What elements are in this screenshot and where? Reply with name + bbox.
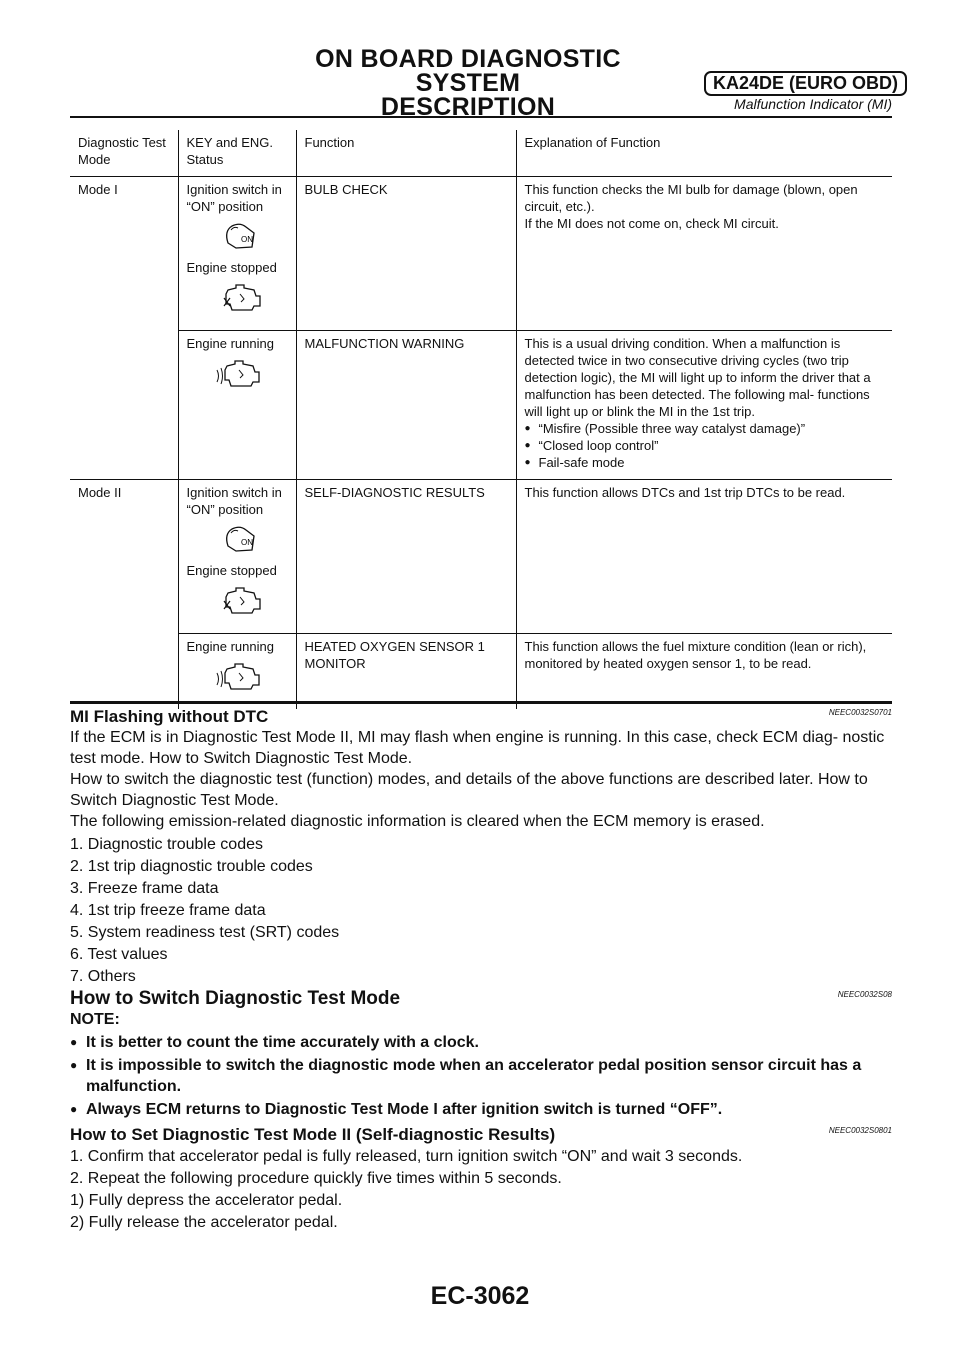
engine-stopped-icon <box>187 579 290 625</box>
list-item: 1. Diagnostic trouble codes <box>70 836 263 853</box>
paragraph: How to switch the diagnostic test (function) modes, and details of the above functions are described later. How to Switch Diagnostic Test Mode. <box>70 771 868 809</box>
list-item: 5. System readiness test (SRT) codes <box>70 924 340 941</box>
note-label: NOTE: <box>70 1011 120 1028</box>
section-ref: NEEC0032S08 <box>837 990 892 999</box>
header-rule <box>70 116 892 118</box>
key-status-cell <box>178 634 296 710</box>
explanation-line: If the MI does not come on, check MI circuit. <box>524 216 779 231</box>
section-mi-flashing <box>70 706 892 988</box>
section-title-text: MI Flashing without DTC <box>70 707 269 726</box>
svg-text:ON: ON <box>240 235 253 244</box>
table-bottom-rule <box>70 701 892 704</box>
explanation-cell <box>516 331 892 480</box>
explanation-cell <box>516 177 892 331</box>
explanation-cell: This function allows DTCs and 1st trip DTCs to be read. <box>516 480 892 634</box>
header-title-line2: DESCRIPTION <box>380 93 556 121</box>
engine-running-icon <box>187 655 290 701</box>
header-title-line1: ON BOARD DIAGNOSTIC SYSTEM <box>315 45 621 97</box>
table-row <box>70 634 892 710</box>
subsection-title-text: How to Set Diagnostic Test Mode II (Self-diagnostic Results) <box>70 1125 556 1144</box>
page-number: EC-3062 <box>430 1282 530 1310</box>
table-row <box>70 331 892 480</box>
function-cell: HEATED OXYGEN SENSOR 1 MONITOR <box>296 634 516 710</box>
section-switch-mode <box>70 988 892 1234</box>
paragraph: The following emission-related diagnostic information is cleared when the ECM memory is erased. <box>70 813 765 830</box>
engine-running-icon <box>187 352 290 398</box>
mode-cell-empty <box>70 634 178 710</box>
list-item: 6. Test values <box>70 946 168 963</box>
list-item: 7. Others <box>70 968 136 985</box>
svg-text:ON: ON <box>240 538 253 547</box>
explanation-line: This function checks the MI bulb for damage (blown, open circuit, etc.). <box>524 182 858 214</box>
table-row <box>70 177 892 331</box>
explanation-text: This is a usual driving condition. When a malfunction is detected twice in two consecutive driving cycles (two trip detection logic), the MI will light up to inform the driver that a malfunction has been detected. The following mal- functions will light up or blink the MI in the 1st trip. <box>524 336 871 419</box>
diagnostic-mode-table <box>70 130 892 709</box>
mode-cell: Mode I <box>70 177 178 331</box>
header-subtitle: Malfunction Indicator (MI) <box>734 96 892 112</box>
list-item: 4. 1st trip freeze frame data <box>70 902 266 919</box>
header-title <box>268 47 668 119</box>
section-title <box>70 706 892 727</box>
explanation-cell: This function allows the fuel mixture condition (lean or rich), monitored by heated oxygen sensor 1, to be read. <box>516 634 892 710</box>
mode-cell-empty <box>70 331 178 480</box>
table-header-row <box>70 130 892 177</box>
list-item: ● Fail-safe mode <box>525 454 887 471</box>
section-title <box>70 988 892 1009</box>
step-item: 1) Fully depress the accelerator pedal. <box>70 1192 343 1209</box>
list-item: ● “Closed loop control” <box>525 437 887 454</box>
step-item: 2. Repeat the following procedure quickly five times within 5 seconds. <box>70 1170 562 1187</box>
mode-cell: Mode II <box>70 480 178 634</box>
engine-stopped-text: Engine stopped <box>186 260 277 275</box>
engine-stopped-text: Engine stopped <box>186 563 277 578</box>
step-item: 1. Confirm that accelerator pedal is fully released, turn ignition switch “ON” and wait 3 seconds. <box>70 1148 743 1165</box>
engine-badge: KA24DE (EURO OBD) <box>704 71 907 96</box>
section-ref: NEEC0032S0701 <box>828 708 892 717</box>
ignition-key-icon <box>187 215 290 259</box>
note-item: ● Always ECM returns to Diagnostic Test Mode I after ignition switch is turned “OFF”. <box>70 1099 892 1120</box>
key-status-cell <box>178 331 296 480</box>
note-item: ● It is better to count the time accurately with a clock. <box>70 1032 892 1053</box>
paragraph: If the ECM is in Diagnostic Test Mode II, MI may flash when engine is running. In this case, check ECM diag- nostic test mode. How to Switch Diagnostic Test Mode. <box>70 729 885 767</box>
list-item: 2. 1st trip diagnostic trouble codes <box>70 858 313 875</box>
list-item: 3. Freeze frame data <box>70 880 219 897</box>
bullet-list <box>525 420 887 471</box>
header-cell-function: Function <box>296 130 516 177</box>
header-cell-key: KEY and ENG. Status <box>178 130 296 177</box>
function-cell: MALFUNCTION WARNING <box>296 331 516 480</box>
engine-running-text: Engine running <box>186 336 274 351</box>
engine-running-text: Engine running <box>186 639 274 654</box>
header-cell-mode: Diagnostic Test Mode <box>78 135 166 167</box>
function-cell: SELF-DIAGNOSTIC RESULTS <box>296 480 516 634</box>
ignition-key-icon <box>187 518 290 562</box>
function-cell: BULB CHECK <box>296 177 516 331</box>
subsection-title <box>70 1124 892 1145</box>
engine-stopped-icon <box>187 276 290 322</box>
subsection-ref: NEEC0032S0801 <box>828 1126 892 1135</box>
section-title-text: How to Switch Diagnostic Test Mode <box>70 988 401 1009</box>
note-item: ● It is impossible to switch the diagnostic mode when an accelerator pedal position sensor circuit has a malfunction. <box>70 1055 892 1097</box>
key-status-cell <box>178 480 296 634</box>
step-item: 2) Fully release the accelerator pedal. <box>70 1214 338 1231</box>
key-status-cell <box>178 177 296 331</box>
table-row <box>70 480 892 634</box>
header-cell-explanation: Explanation of Function <box>516 130 892 177</box>
key-status-text: Ignition switch in “ON” position <box>186 182 282 214</box>
list-item: ● “Misfire (Possible three way catalyst damage)” <box>525 420 887 437</box>
key-status-text: Ignition switch in “ON” position <box>186 485 282 517</box>
